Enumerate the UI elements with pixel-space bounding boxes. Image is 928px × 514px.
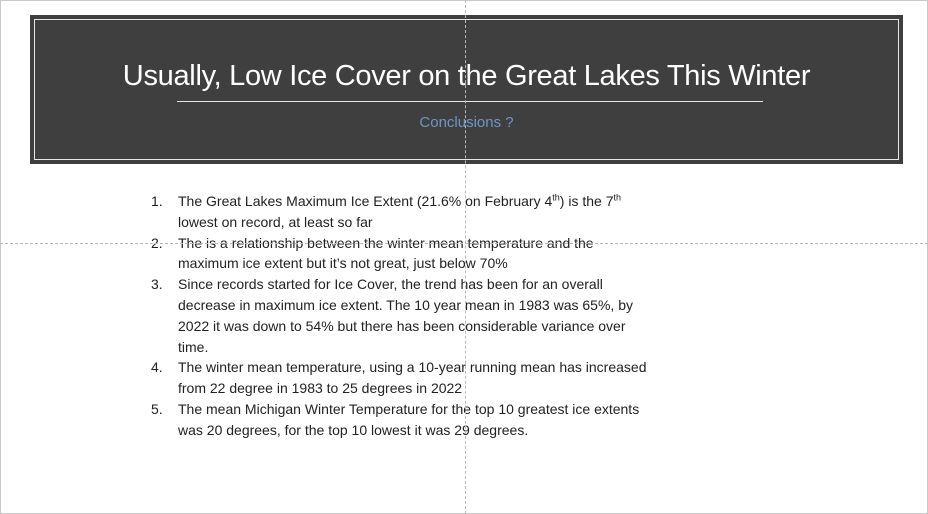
slide-title[interactable]: Usually, Low Ice Cover on the Great Lakes This Winter	[122, 60, 811, 92]
banner-frame	[34, 19, 899, 160]
list-text: lowest on record, at least so far	[178, 213, 373, 230]
list-text: The is a relationship between the winter mean temperature and the maximum ice extent but it’s not great, just below 70%	[178, 234, 594, 272]
list-text: The winter mean temperature, using a 10-year running mean has increased from 22 degree in 1983 to 25 degrees in 2022	[178, 359, 647, 397]
list-number: 1.	[151, 193, 163, 209]
list-item	[151, 274, 651, 357]
list-number: 5.	[151, 400, 163, 417]
list-text: Since records started for Ice Cover, the trend has been for an overall decrease in maximum ice extent. The 10 year mean in 1983 was 65%, by 2022 it was down to 54% but there has been considerable variance over time.	[178, 276, 633, 355]
superscript: th	[552, 192, 560, 203]
list-number: 3.	[151, 276, 163, 293]
list-item	[151, 399, 651, 441]
conclusions-list[interactable]	[151, 191, 651, 441]
horizontal-smart-guide	[0, 243, 928, 244]
slide-subtitle[interactable]: Conclusions ?	[419, 114, 514, 131]
list-item	[151, 357, 651, 399]
title-banner[interactable]	[30, 15, 903, 164]
list-item	[151, 233, 651, 275]
list-text: The mean Michigan Winter Temperature for the top 10 greatest ice extents was 20 degrees, for the top 10 lowest it was 29 degrees.	[178, 400, 640, 438]
list-number: 2.	[151, 234, 163, 251]
list-number: 4.	[151, 359, 163, 376]
vertical-smart-guide	[465, 0, 466, 514]
list-item	[151, 191, 651, 233]
title-divider	[177, 101, 763, 102]
list-text: ) is the 7	[559, 193, 614, 209]
superscript: th	[613, 192, 622, 203]
list-text: The Great Lakes Maximum Ice Extent (21.6% on February 4	[178, 193, 553, 209]
